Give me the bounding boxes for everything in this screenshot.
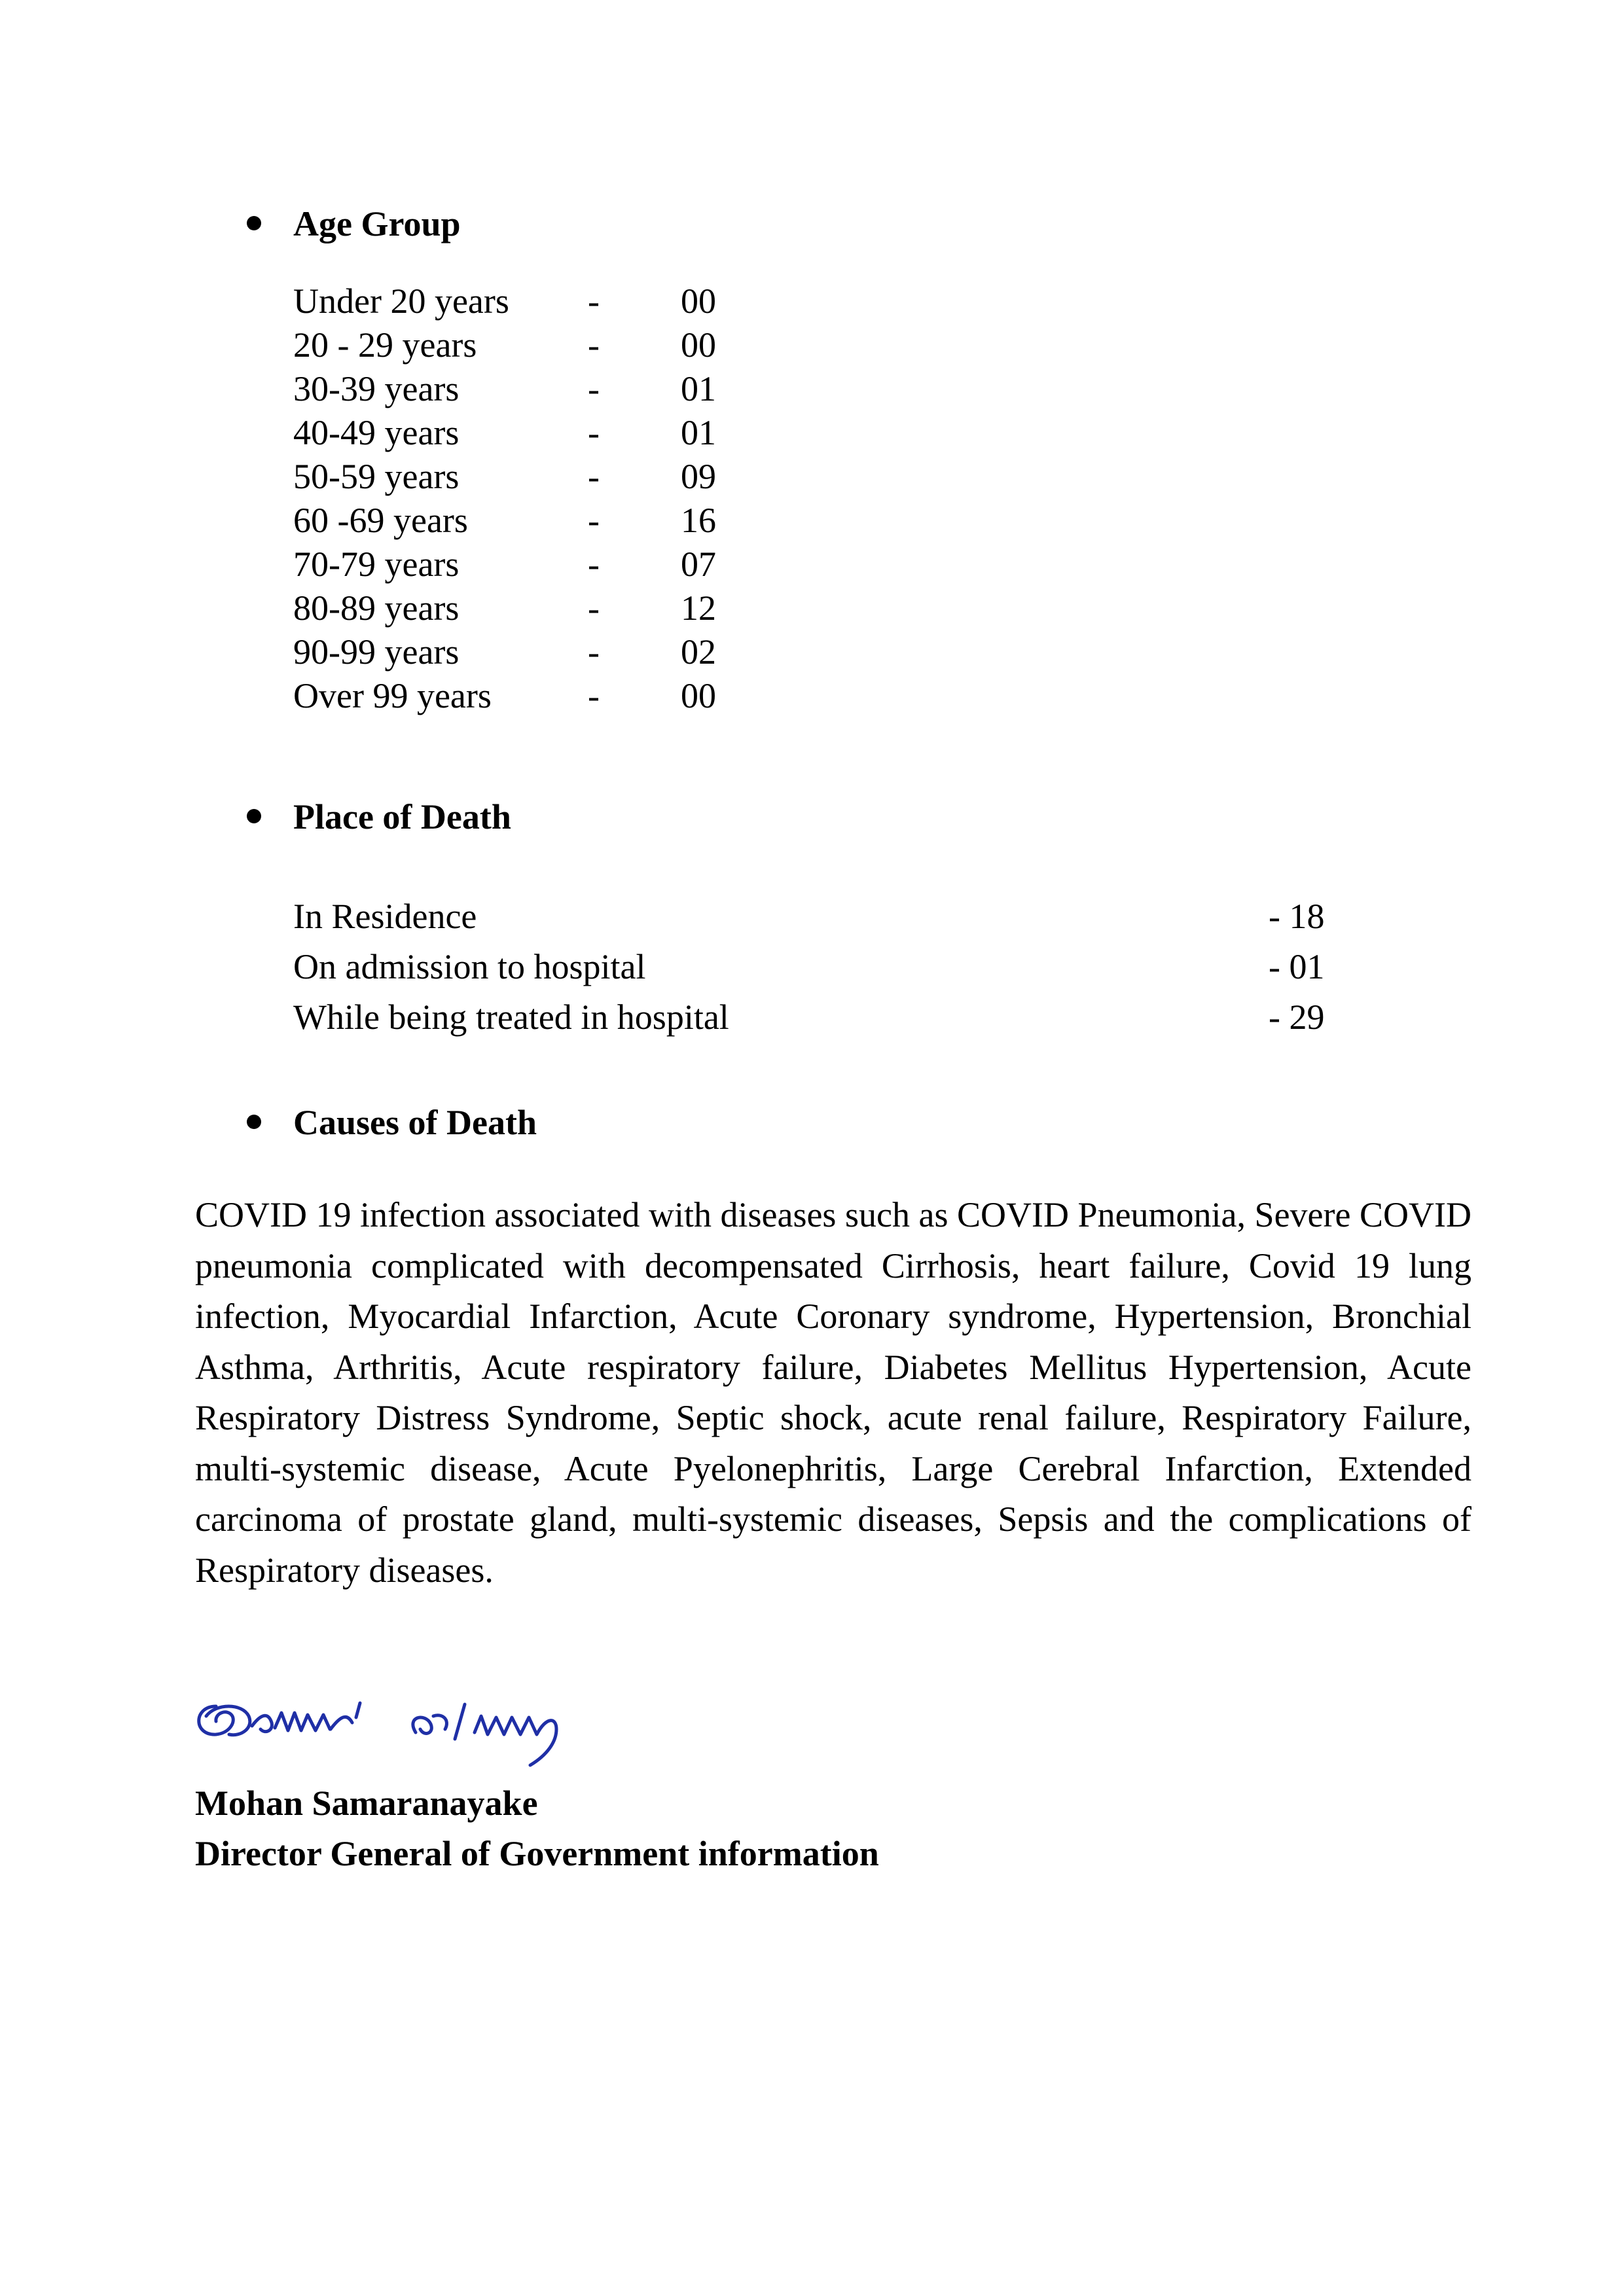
bullet-icon (247, 1115, 261, 1129)
age-value: 09 (681, 457, 716, 496)
age-label: 60 -69 years (293, 501, 468, 540)
age-separator: - (588, 281, 600, 321)
age-group-heading: Age Group (293, 204, 461, 243)
age-value: 00 (681, 325, 716, 365)
signatory-name: Mohan Samaranayake (195, 1784, 538, 1823)
age-value: 01 (681, 369, 716, 408)
age-label: 90-99 years (293, 632, 460, 672)
age-separator: - (588, 588, 600, 628)
causes-of-death-paragraph: COVID 19 infection associated with diseases such as COVID Pneumonia, Severe COVID pneumonia complicated with decompensated Cirrhosis, heart failure, Covid 19 lung infection, Myocardial Infarction, Acute Coronary syndrome, Hypertension, Bronchial Asthma, Arthritis, Acute respiratory failure, Diabetes Mellitus Hypertension, Acute Respiratory Distress Syndrome, Septic shock, acute renal failure, Respiratory Failure, multi-systemic disease, Acute Pyelonephritis, Large Cerebral Infarction, Extended carcinoma of prostate gland, multi-systemic diseases, Sepsis and the complications of Respiratory diseases. (195, 1195, 1471, 1590)
age-separator: - (588, 501, 600, 540)
age-label: Under 20 years (293, 281, 509, 321)
place-label: In Residence (293, 897, 477, 936)
age-label: 40-49 years (293, 413, 460, 452)
age-value: 00 (681, 281, 716, 321)
age-value: 12 (681, 588, 716, 628)
age-value: 01 (681, 413, 716, 452)
age-value: 02 (681, 632, 716, 672)
bullet-icon (247, 809, 261, 823)
age-value: 16 (681, 501, 716, 540)
place-of-death-heading: Place of Death (293, 797, 511, 836)
age-separator: - (588, 676, 600, 715)
age-label: 80-89 years (293, 588, 460, 628)
age-separator: - (588, 632, 600, 672)
place-value: - 18 (1269, 897, 1325, 936)
age-label: 50-59 years (293, 457, 460, 496)
bullet-icon (247, 216, 261, 230)
handwritten-signature (190, 1677, 648, 1775)
age-label: Over 99 years (293, 676, 492, 715)
causes-of-death-heading: Causes of Death (293, 1103, 537, 1142)
age-separator: - (588, 369, 600, 408)
age-label: 70-79 years (293, 545, 460, 584)
place-value: - 01 (1269, 947, 1325, 986)
age-value: 07 (681, 545, 716, 584)
place-label: On admission to hospital (293, 947, 646, 986)
place-label: While being treated in hospital (293, 997, 729, 1037)
signatory-title: Director General of Government information (195, 1834, 879, 1873)
age-label: 30-39 years (293, 369, 460, 408)
age-separator: - (588, 413, 600, 452)
age-value: 00 (681, 676, 716, 715)
age-separator: - (588, 545, 600, 584)
age-separator: - (588, 325, 600, 365)
place-value: - 29 (1269, 997, 1325, 1037)
age-separator: - (588, 457, 600, 496)
age-label: 20 - 29 years (293, 325, 477, 365)
